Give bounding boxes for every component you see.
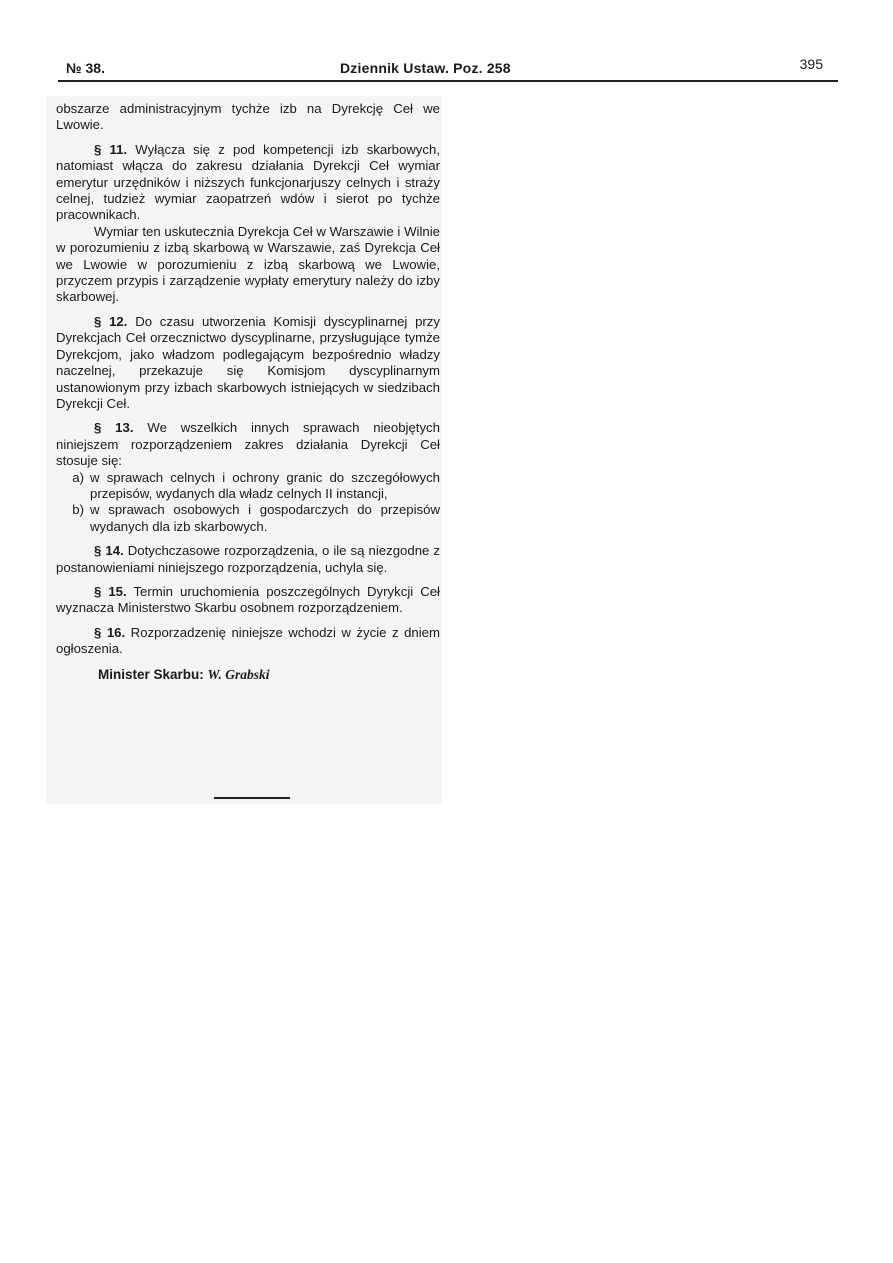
section-13-mark: § 13. [94,420,134,436]
section-13-item-a [56,470,440,503]
end-rule [214,797,290,799]
item-a-text: w sprawach celnych i ochrony granic do szczegółowych przepisów, wydanych dla władz celnych II instancji, [90,469,440,501]
item-a-mark: a) [72,469,84,485]
page-header [50,56,835,82]
intro-paragraph: obszarze administracyjnym tychże izb na Dyrekcję Ceł we Lwowie. [56,101,440,133]
section-11-paragraph-2: Wymiar ten uskutecznia Dyrekcja Ceł w Warszawie i Wilnie w porozumieniu z izbą skarbową w Warszawie, zaś Dyrekcja Ceł we Lwowie w porozumieniu z izbą skarbową we Lwowie, przyczem przypis i zarządzenie wypłaty emerytury należy do izby skarbowej. [56,223,440,305]
section-15 [56,584,440,617]
section-15-text: Termin uruchomienia poszczególnych Dyrykcji Ceł wyznacza Ministerstwo Skarbu osobnem rozporządzeniem. [56,583,440,616]
section-14 [56,543,440,576]
section-12-mark: § 12. [94,313,128,329]
section-16 [56,625,440,658]
signature-name: W. Grabski [207,666,270,682]
header-rule [58,80,838,82]
section-13 [56,420,440,469]
section-15-mark: § 15. [94,583,127,599]
page-number: 395 [799,56,823,72]
document-body [56,101,440,683]
item-b-text: w sprawach osobowych i gospodarczych do przepisów wydanych dla izb skarbowych. [90,502,440,534]
signature [56,667,440,683]
section-12-text: Do czasu utworzenia Komisji dyscyplinarnej przy Dyrekcjach Ceł orzecznictwo dyscyplinarne, przysługujące tymże Dyrekcjom, jako władzom podlegającym bezpośrednio władzy naczelnej, przekazuje się Komisjom dyscyplinarnym ustanowionym przy izbach skarbowych istniejących w siedzibach Dyrekcji Ceł. [56,313,440,411]
issue-number: № 38. [66,60,105,76]
section-16-text: Rozporzadzenię niniejsze wchodzi w życie z dniem ogłoszenia. [56,624,440,657]
item-b-mark: b) [72,502,84,518]
section-11-mark: § 11. [94,141,128,157]
section-11-text: Wyłącza się z pod kompetencji izb skarbowych, natomiast włącza do zakresu działania Dyrekcji Ceł wymiar emerytur urzędników i niższych funkcjonarjuszy celnych i straży celnej, tudzież wymiar zaopatrzeń wdów i sierot po tychże pracownikach. [56,141,440,223]
section-14-mark: § 14. [94,543,124,559]
section-13-text: We wszelkich innych sprawach nieobjętych niniejszem rozporządzeniem zakres działania Dyrekcji Ceł stosuje się: [56,420,440,469]
section-16-mark: § 16. [94,624,126,640]
section-12 [56,314,440,412]
signature-role: Minister Skarbu: [98,666,204,682]
section-11 [56,142,440,224]
journal-title: Dziennik Ustaw. Poz. 258 [340,60,511,76]
section-13-item-b [56,502,440,535]
section-14-text: Dotychczasowe rozporządzenia, o ile są niezgodne z postanowieniami niniejszego rozporządzenia, uchyla się. [56,543,440,575]
